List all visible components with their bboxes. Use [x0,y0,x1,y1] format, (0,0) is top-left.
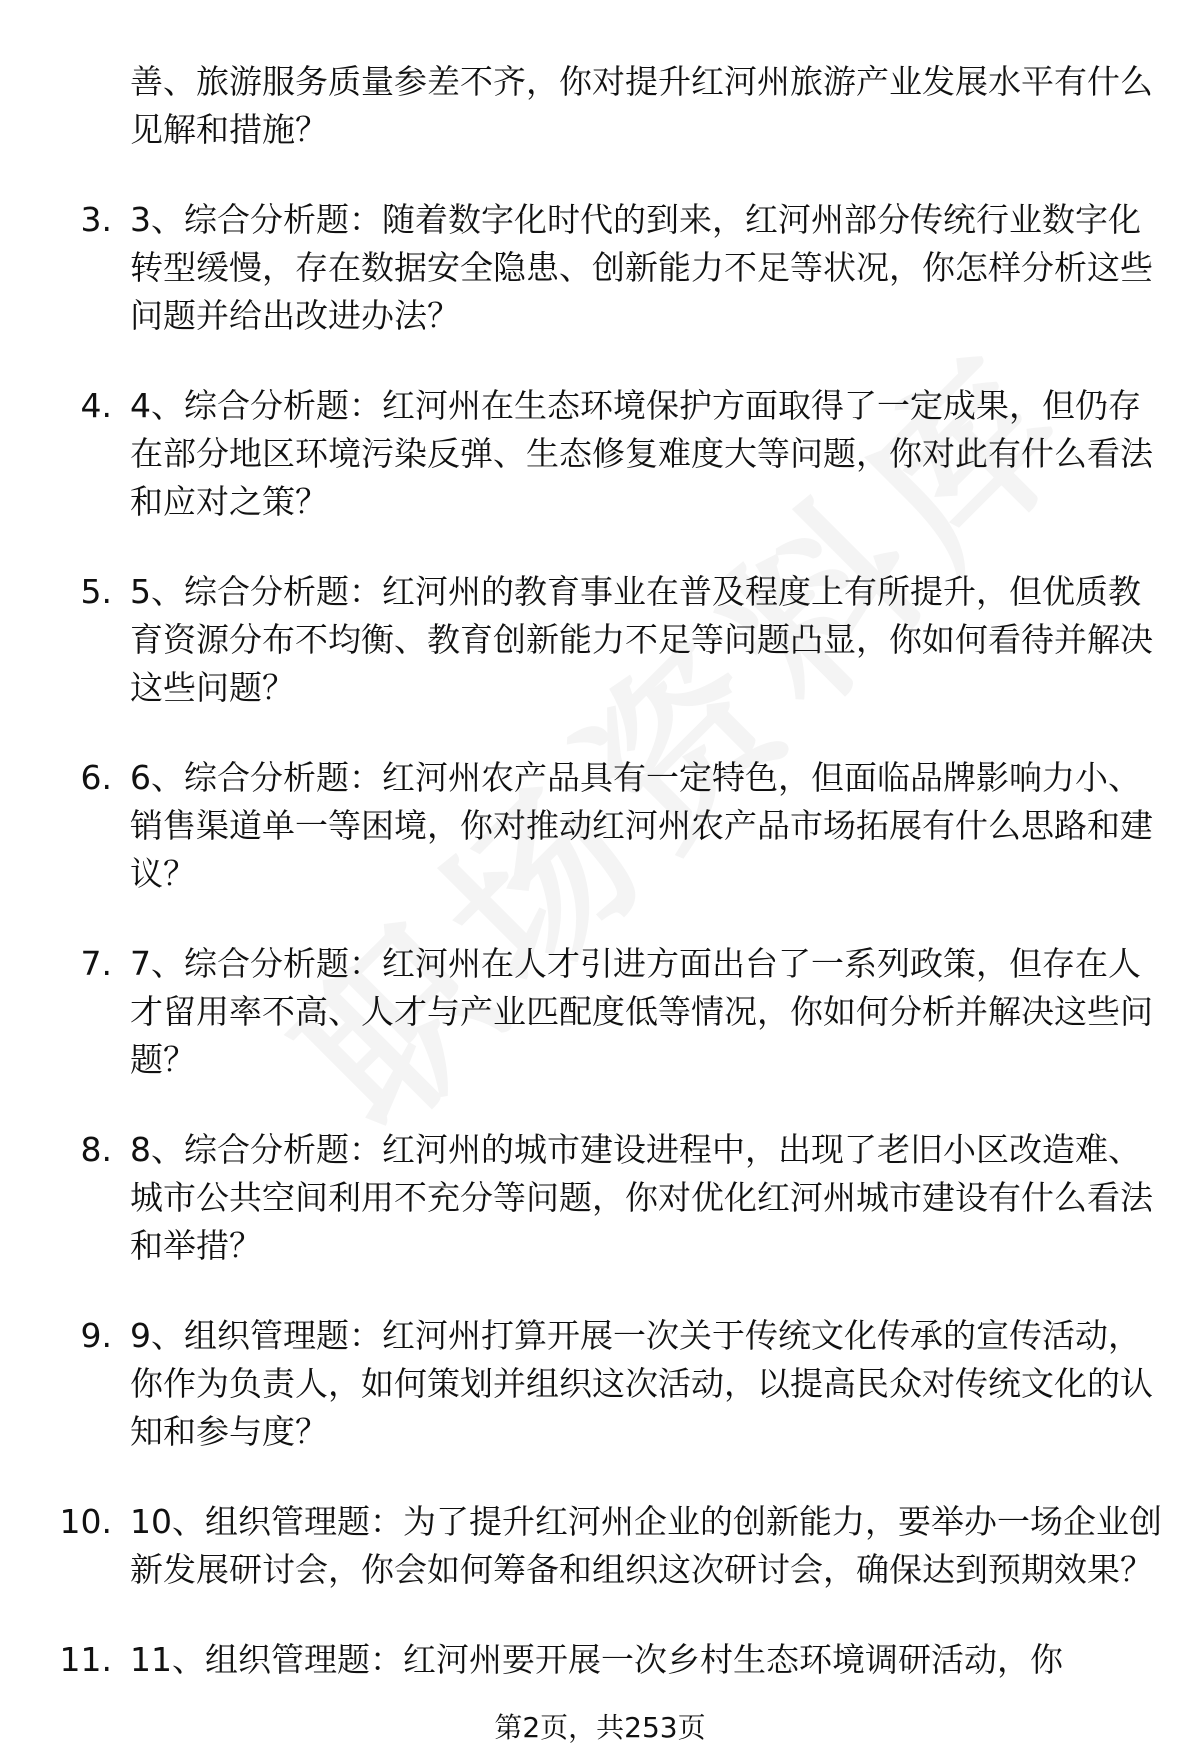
question-number: 5. [80,572,112,611]
question-item [59,1498,1170,1594]
question-number: 6. [80,758,112,797]
question-item [59,1636,1170,1684]
question-number: 11. [59,1640,112,1679]
question-text: 6、综合分析题：红河州农产品具有一定特色，但面临品牌影响力小、销售渠道单一等困境，你对推动红河州农产品市场拓展有什么思路和建议？ [130,758,1153,893]
question-text: 5、综合分析题：红河州的教育事业在普及程度上有所提升，但优质教育资源分布不均衡、教育创新能力不足等问题凸显，你如何看待并解决这些问题？ [130,572,1153,707]
question-number: 3. [80,200,112,239]
question-list [0,196,1200,1684]
question-text: 3、综合分析题：随着数字化时代的到来，红河州部分传统行业数字化转型缓慢，存在数据安全隐患、创新能力不足等状况，你怎样分析这些问题并给出改进办法？ [130,200,1153,335]
question-number: 7. [80,944,112,983]
question-number: 9. [80,1316,112,1355]
question-number: 4. [80,386,112,425]
continued-question-text: 善、旅游服务质量参差不齐，你对提升红河州旅游产业发展水平有什么见解和措施？ [130,62,1153,149]
question-number: 8. [80,1130,112,1169]
question-item [80,568,1170,712]
question-number: 10. [59,1502,112,1541]
question-text: 11、组织管理题：红河州要开展一次乡村生态环境调研活动，你 [130,1640,1063,1679]
question-item [80,382,1170,526]
question-text: 9、组织管理题：红河州打算开展一次关于传统文化传承的宣传活动，你作为负责人，如何策划并组织这次活动，以提高民众对传统文化的认知和参与度？ [130,1316,1153,1451]
question-text: 8、综合分析题：红河州的城市建设进程中，出现了老旧小区改造难、城市公共空间利用不充分等问题，你对优化红河州城市建设有什么看法和举措？ [130,1130,1153,1265]
question-text: 7、综合分析题：红河州在人才引进方面出台了一系列政策，但存在人才留用率不高、人才与产业匹配度低等情况，你如何分析并解决这些问题？ [130,944,1153,1079]
page-footer: 第2页，共253页 [494,1711,706,1744]
question-item [80,940,1170,1084]
page-content [0,58,1200,1726]
question-item [80,754,1170,898]
question-text: 10、组织管理题：为了提升红河州企业的创新能力，要举办一场企业创新发展研讨会，你会如何筹备和组织这次研讨会，确保达到预期效果？ [130,1502,1162,1589]
question-item [80,1126,1170,1270]
question-item [80,1312,1170,1456]
question-item [80,196,1170,340]
question-text: 4、综合分析题：红河州在生态环境保护方面取得了一定成果，但仍存在部分地区环境污染反弹、生态修复难度大等问题，你对此有什么看法和应对之策？ [130,386,1153,521]
